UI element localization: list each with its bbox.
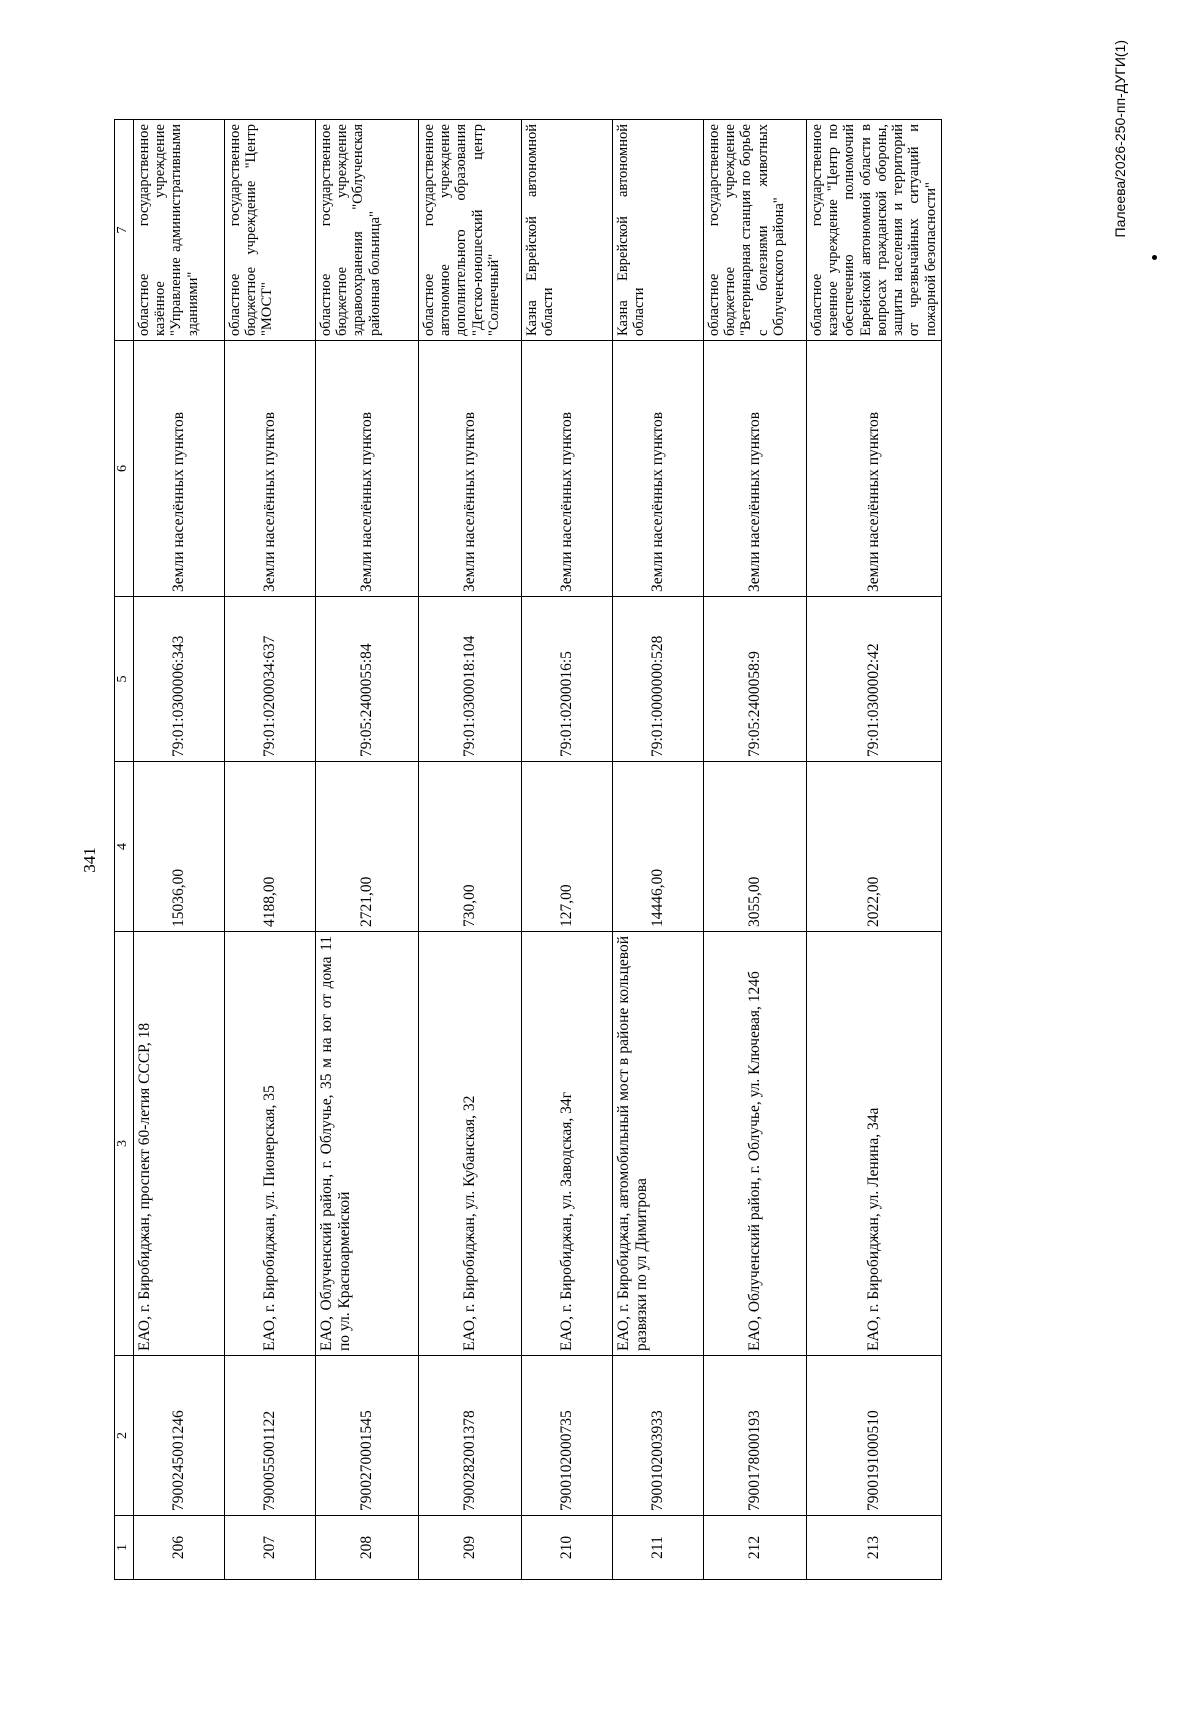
address-cell: ЕАО, г. Биробиджан, проспект 60-летия СССР, 18 [134, 932, 225, 1356]
column-header: 6 [115, 341, 134, 597]
address-cell: ЕАО, г. Биробиджан, ул. Ленина, 34а [807, 932, 942, 1356]
land-category: Земли населённых пунктов [419, 341, 522, 597]
column-header: 5 [115, 597, 134, 762]
cadastral-number: 79:01:0200034:637 [225, 597, 316, 762]
land-category: Земли населённых пунктов [316, 341, 419, 597]
row-number: 210 [522, 1516, 613, 1580]
document-footer: Палеева/2026-250-пп-ДУГИ(1) [1112, 40, 1128, 238]
table-row [704, 120, 807, 1580]
scan-mark [1152, 255, 1157, 260]
row-number: 211 [613, 1516, 704, 1580]
registry-code: 7900055001122 [225, 1356, 316, 1516]
address-cell: ЕАО, Облученский район, г. Облучье, ул. Ключевая, 124б [704, 932, 807, 1356]
table-row [316, 120, 419, 1580]
rights-holder: областное государственное бюджетное учреждение "Ветеринарная станция по борьбе с болезнями животных Облученского района" [704, 120, 807, 341]
page-number: 341 [80, 847, 99, 873]
rights-holder: областное государственное казенное учреждение "Центр по обеспечению полномочий Еврейской автономной области в вопросах гражданской обороны, защиты населения и территорий от чрезвычайных ситуаций и пожарной безопасности" [807, 120, 942, 341]
row-number: 207 [225, 1516, 316, 1580]
rights-holder: Казна Еврейской автономной области [613, 120, 704, 341]
land-category: Земли населённых пунктов [704, 341, 807, 597]
address-cell: ЕАО, г. Биробиджан, ул. Кубанская, 32 [419, 932, 522, 1356]
rights-holder: областное государственное бюджетное учреждение "Центр "МОСТ" [225, 120, 316, 341]
table-row [807, 120, 942, 1580]
land-category: Земли населённых пунктов [225, 341, 316, 597]
area-cell: 730,00 [419, 762, 522, 932]
table-row [225, 120, 316, 1580]
address-cell: ЕАО, г. Биробиджан, автомобильный мост в районе кольцевой развязки по ул Димитрова [613, 932, 704, 1356]
registry-code: 7900282001378 [419, 1356, 522, 1516]
column-header: 3 [115, 932, 134, 1356]
property-table [114, 119, 942, 1580]
registry-code: 7900191000510 [807, 1356, 942, 1516]
cadastral-number: 79:05:2400055:84 [316, 597, 419, 762]
rights-holder: областное государственное автономное учреждение дополнительного образования "Детско-юношеский центр "Солнечный" [419, 120, 522, 341]
registry-code: 7900178000193 [704, 1356, 807, 1516]
registry-code: 7900245001246 [134, 1356, 225, 1516]
rights-holder: Казна Еврейской автономной области [522, 120, 613, 341]
row-number: 208 [316, 1516, 419, 1580]
land-category: Земли населённых пунктов [807, 341, 942, 597]
row-number: 206 [134, 1516, 225, 1580]
column-header: 7 [115, 120, 134, 341]
address-cell: ЕАО, г. Биробиджан, ул. Пионерская, 35 [225, 932, 316, 1356]
row-number: 209 [419, 1516, 522, 1580]
cadastral-number: 79:05:2400058:9 [704, 597, 807, 762]
column-header: 2 [115, 1356, 134, 1516]
rights-holder: областное государственное казённое учреждение "Управление административными зданиями" [134, 120, 225, 341]
column-header: 4 [115, 762, 134, 932]
area-cell: 2022,00 [807, 762, 942, 932]
table-row [134, 120, 225, 1580]
area-cell: 4188,00 [225, 762, 316, 932]
area-cell: 3055,00 [704, 762, 807, 932]
column-header: 1 [115, 1516, 134, 1580]
address-cell: ЕАО, Облученский район, г. Облучье, 35 м на юг от дома 11 по ул. Красноармейской [316, 932, 419, 1356]
row-number: 213 [807, 1516, 942, 1580]
row-number: 212 [704, 1516, 807, 1580]
cadastral-number: 79:01:0200016:5 [522, 597, 613, 762]
cadastral-number: 79:01:0300018:104 [419, 597, 522, 762]
rights-holder: областное государственное бюджетное учреждение здравоохранения "Облученская районная больница" [316, 120, 419, 341]
registry-code: 7900102003933 [613, 1356, 704, 1516]
table-row [522, 120, 613, 1580]
registry-code: 7900270001545 [316, 1356, 419, 1516]
cadastral-number: 79:01:0300002:42 [807, 597, 942, 762]
land-category: Земли населённых пунктов [522, 341, 613, 597]
land-category: Земли населённых пунктов [134, 341, 225, 597]
area-cell: 127,00 [522, 762, 613, 932]
header-row [115, 120, 134, 1580]
registry-code: 7900102000735 [522, 1356, 613, 1516]
address-cell: ЕАО, г. Биробиджан, ул. Заводская, 34г [522, 932, 613, 1356]
table-row [419, 120, 522, 1580]
area-cell: 2721,00 [316, 762, 419, 932]
land-category: Земли населённых пунктов [613, 341, 704, 597]
table-row [613, 120, 704, 1580]
area-cell: 15036,00 [134, 762, 225, 932]
area-cell: 14446,00 [613, 762, 704, 932]
cadastral-number: 79:01:0300006:343 [134, 597, 225, 762]
cadastral-number: 79:01:0000000:528 [613, 597, 704, 762]
